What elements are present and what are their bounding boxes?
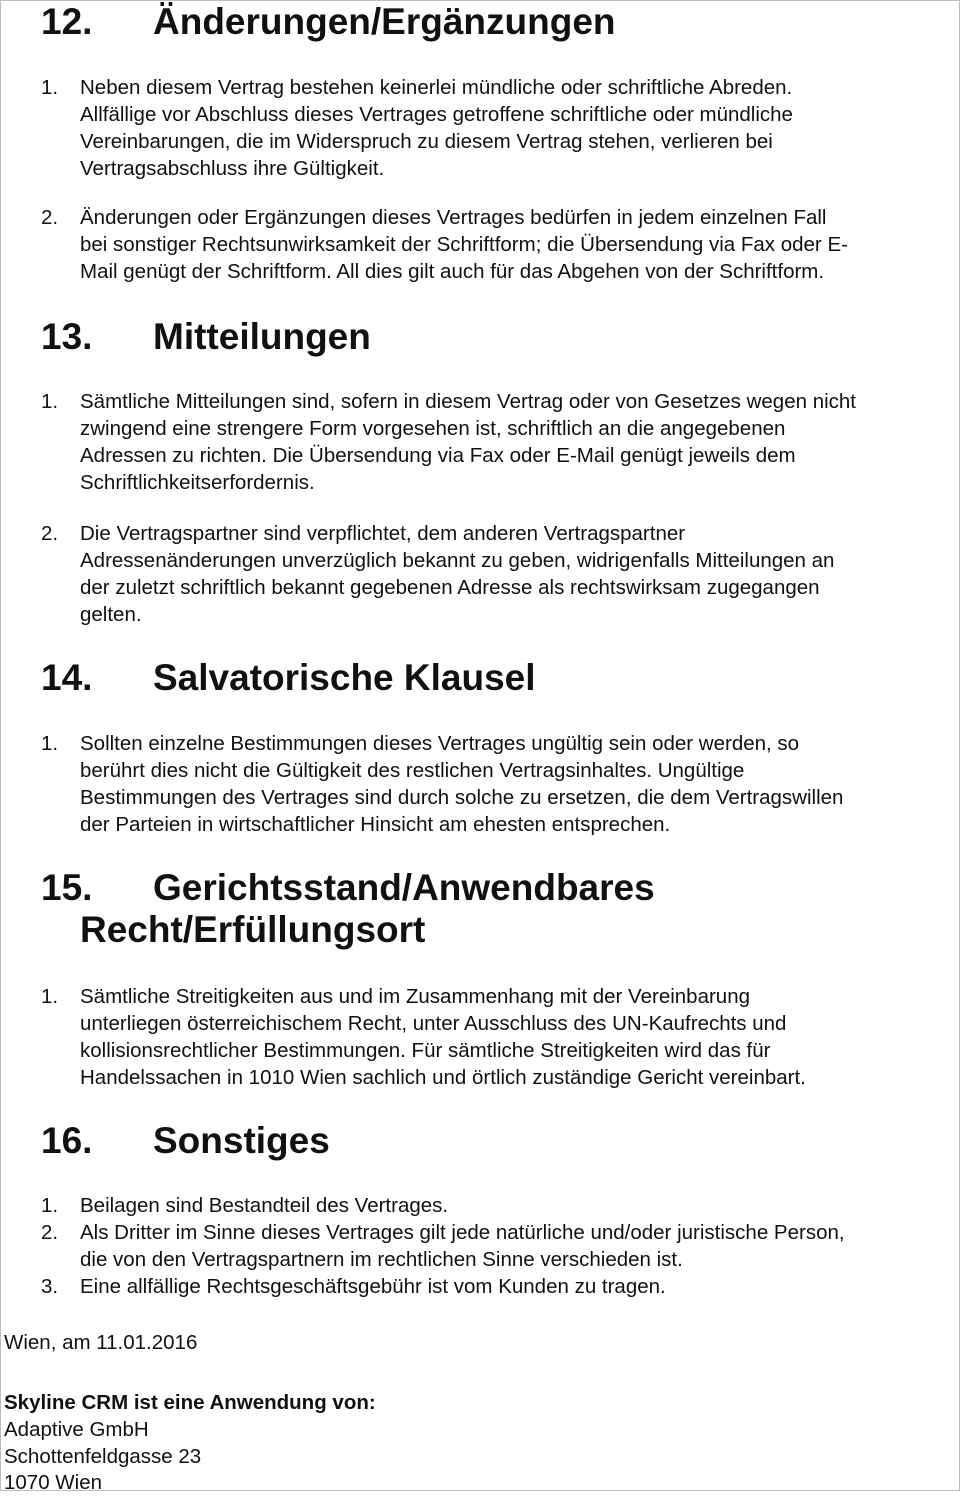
item-number: 1. — [41, 985, 59, 1008]
section-number: 13. — [41, 316, 93, 357]
item-line: Allfällige vor Abschluss dieses Vertrages getroffene schriftliche oder mündliche — [80, 103, 793, 126]
item-text — [80, 983, 959, 1091]
item-line: bei sonstiger Rechtsunwirksamkeit der Schriftform; die Übersendung via Fax oder E- — [80, 233, 848, 256]
item-number: 1. — [41, 76, 59, 99]
item-number: 2. — [41, 206, 59, 229]
item-line: berührt dies nicht die Gültigkeit des restlichen Vertragsinhaltes. Ungültige — [80, 759, 745, 782]
item-line: Bestimmungen des Vertrages sind durch solche zu ersetzen, die dem Vertragswillen — [80, 786, 844, 809]
section-number: 16. — [41, 1120, 93, 1161]
item-line: Eine allfällige Rechtsgeschäftsgebühr ist vom Kunden zu tragen. — [80, 1275, 666, 1298]
item-text — [80, 74, 959, 182]
item-line: der zuletzt schriftlich bekannt gegebenen Adresse als rechtswirksam zugegangen — [80, 576, 820, 599]
item-line: Adressenänderungen unverzüglich bekannt zu geben, widrigenfalls Mitteilungen an — [80, 549, 835, 572]
company-street: Schottenfeldgasse 23 — [4, 1445, 202, 1468]
item-line: gelten. — [80, 603, 142, 626]
place-date: Wien, am 11.01.2016 — [4, 1331, 198, 1354]
item-text — [80, 204, 959, 285]
section-title-line-2: Recht/Erfüllungsort — [80, 909, 426, 950]
item-line: Vertragsabschluss ihre Gültigkeit. — [80, 157, 385, 180]
item-line: der Parteien in wirtschaftlicher Hinsicht am ehesten entsprechen. — [80, 813, 671, 836]
item-text — [80, 1192, 959, 1219]
item-number: 1. — [41, 390, 59, 413]
item-line: Mail genügt der Schriftform. All dies gilt auch für das Abgehen von der Schriftform. — [80, 260, 825, 283]
item-number: 1. — [41, 1194, 59, 1217]
section-title: Sonstiges — [153, 1120, 330, 1161]
provider-label: Skyline CRM ist eine Anwendung von: — [4, 1391, 376, 1414]
item-line: Sämtliche Streitigkeiten aus und im Zusammenhang mit der Vereinbarung — [80, 985, 751, 1008]
item-text — [80, 1273, 959, 1300]
item-line: Neben diesem Vertrag bestehen keinerlei mündliche oder schriftliche Abreden. — [80, 76, 793, 99]
item-text — [80, 388, 959, 496]
item-number: 3. — [41, 1275, 59, 1298]
item-line: Als Dritter im Sinne dieses Vertrages gilt jede natürliche und/oder juristische Person, — [80, 1221, 845, 1244]
item-number: 1. — [41, 732, 59, 755]
company-name: Adaptive GmbH — [4, 1418, 149, 1441]
item-number: 2. — [41, 522, 59, 545]
item-line: Handelssachen in 1010 Wien sachlich und örtlich zuständige Gericht vereinbart. — [80, 1066, 806, 1089]
item-line: Sollten einzelne Bestimmungen dieses Vertrages ungültig sein oder werden, so — [80, 732, 800, 755]
section-number: 15. — [41, 867, 93, 908]
item-line: zwingend eine strengere Form vorgesehen ist, schriftlich an die angegebenen — [80, 417, 786, 440]
item-text — [80, 1219, 959, 1273]
item-text — [80, 730, 959, 838]
section-title: Änderungen/Ergänzungen — [153, 1, 616, 42]
item-line: Die Vertragspartner sind verpflichtet, dem anderen Vertragspartner — [80, 522, 686, 545]
item-line: die von den Vertragspartnern im rechtlichen Sinne verschieden ist. — [80, 1248, 683, 1271]
section-number: 12. — [41, 1, 93, 42]
section-title: Salvatorische Klausel — [153, 657, 536, 698]
section-title: Mitteilungen — [153, 316, 371, 357]
item-number: 2. — [41, 1221, 59, 1244]
item-line: kollisionsrechtlicher Bestimmungen. Für sämtliche Streitigkeiten wird das für — [80, 1039, 771, 1062]
company-city: 1070 Wien — [4, 1471, 103, 1494]
item-line: Vereinbarungen, die im Widerspruch zu diesem Vertrag stehen, verlieren bei — [80, 130, 773, 153]
item-line: Schriftlichkeitserfordernis. — [80, 471, 315, 494]
item-text — [80, 520, 959, 628]
item-line: Beilagen sind Bestandteil des Vertrages. — [80, 1194, 449, 1217]
section-number: 14. — [41, 657, 93, 698]
section-title: Gerichtsstand/Anwendbares — [153, 867, 655, 908]
item-line: Adressen zu richten. Die Übersendung via Fax oder E-Mail genügt jeweils dem — [80, 444, 796, 467]
item-line: Sämtliche Mitteilungen sind, sofern in diesem Vertrag oder von Gesetzes wegen nicht — [80, 390, 856, 413]
item-line: unterliegen österreichischem Recht, unter Ausschluss des UN-Kaufrechts und — [80, 1012, 787, 1035]
item-line: Änderungen oder Ergänzungen dieses Vertrages bedürfen in jedem einzelnen Fall — [80, 206, 827, 229]
